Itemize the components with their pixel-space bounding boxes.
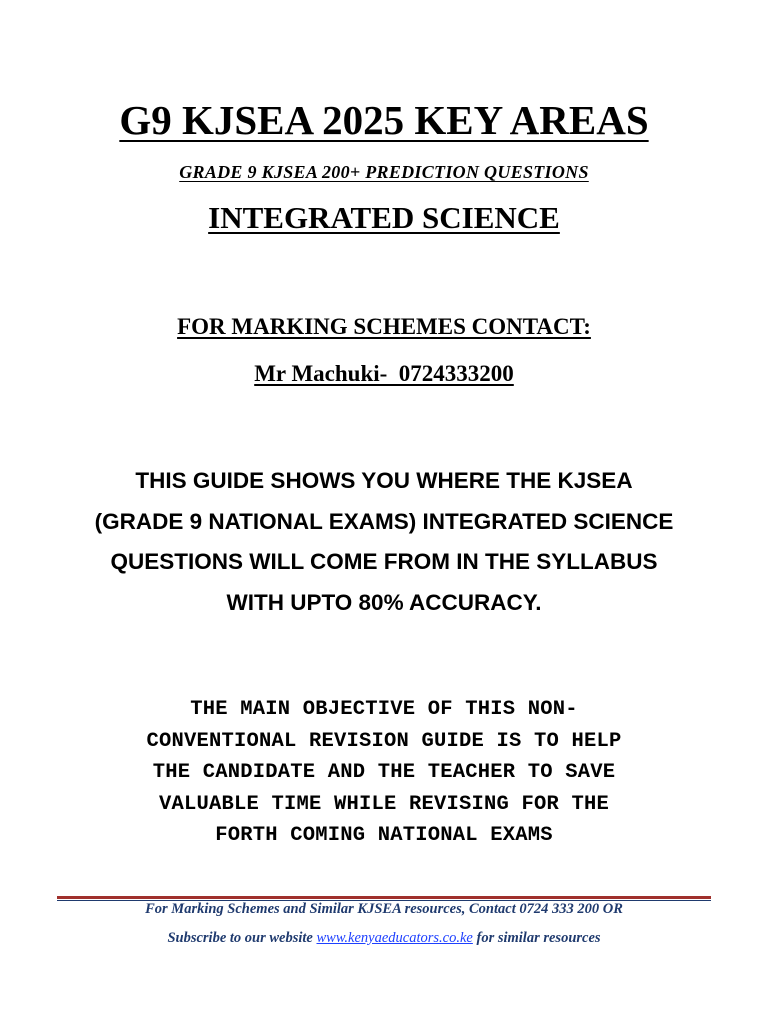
contact-heading: FOR MARKING SCHEMES CONTACT: (177, 314, 591, 339)
objective-line: THE CANDIDATE AND THE TEACHER TO SAVE (152, 761, 616, 784)
subject-heading: INTEGRATED SCIENCE (208, 200, 560, 235)
footer-divider-red (57, 896, 711, 899)
footer-contact-line: For Marking Schemes and Similar KJSEA resources, Contact 0724 333 200 OR (145, 901, 623, 917)
guide-line: THIS GUIDE SHOWS YOU WHERE THE KJSEA (135, 468, 633, 493)
guide-line: (GRADE 9 NATIONAL EXAMS) INTEGRATED SCIENCE (94, 508, 674, 534)
document-subtitle: GRADE 9 KJSEA 200+ PREDICTION QUESTIONS (179, 162, 589, 182)
footer-website-line (0, 930, 768, 947)
document-title: G9 KJSEA 2025 KEY AREAS (119, 97, 649, 143)
objective-line: FORTH COMING NATIONAL EXAMS (215, 824, 553, 847)
footer-website-prefix: Subscribe to our website (167, 930, 317, 946)
objective-line: CONVENTIONAL REVISION GUIDE IS TO HELP (146, 729, 622, 753)
footer-website-suffix: for similar resources (472, 930, 601, 946)
guide-line: WITH UPTO 80% ACCURACY. (226, 589, 542, 615)
objective-line: THE MAIN OBJECTIVE OF THIS NON- (190, 698, 578, 721)
website-link[interactable]: www.kenyaeducators.co.ke (316, 930, 473, 946)
contact-name-phone: Mr Machuki- 0724333200 (254, 361, 514, 386)
objective-line: VALUABLE TIME WHILE REVISING FOR THE (158, 792, 610, 816)
guide-description (0, 461, 768, 623)
objective-statement (0, 694, 768, 852)
guide-line: QUESTIONS WILL COME FROM IN THE SYLLABUS (110, 549, 658, 574)
